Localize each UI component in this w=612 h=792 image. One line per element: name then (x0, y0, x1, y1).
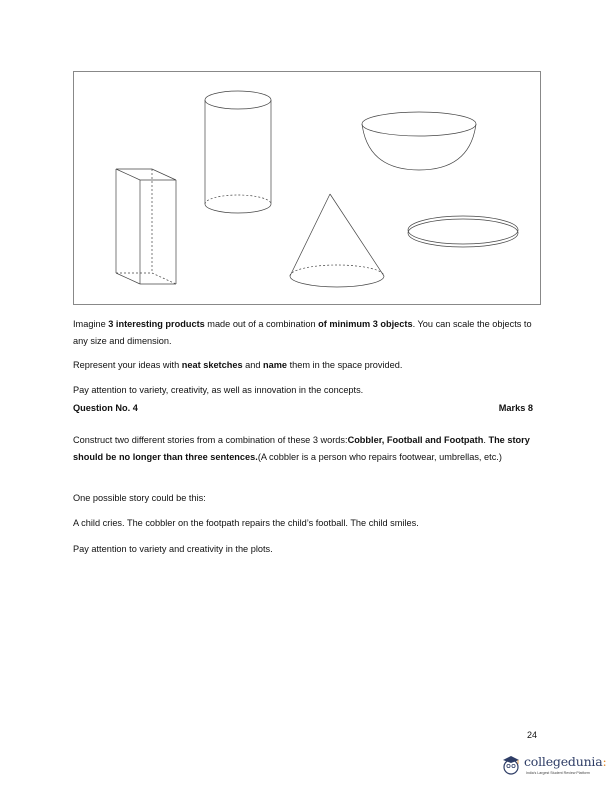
question-label: Question No. 4 (73, 403, 138, 413)
question-header (73, 403, 533, 413)
page-number: 24 (527, 730, 538, 740)
disc-shape (408, 216, 518, 247)
cuboid-shape (116, 169, 176, 284)
instruction-paragraph-1: Imagine 3 interesting products made out of a combination of minimum 3 objects. You can scale the objects to any size and dimension. (73, 319, 532, 346)
logo-wordmark: collegedunia: (524, 754, 607, 769)
hemisphere-shape (362, 112, 476, 170)
instruction-paragraph-3: Pay attention to variety, creativity, as well as innovation in the concepts. (73, 385, 364, 395)
story-intro: One possible story could be this: (73, 493, 206, 503)
marks-label: Marks 8 (498, 403, 533, 413)
instruction-paragraph-2: Represent your ideas with neat sketches and name them in the space provided. (73, 360, 403, 370)
logo-tagline: India's Largest Student Review Platform (526, 771, 590, 775)
shapes-figure (73, 71, 541, 305)
shapes-drawing (74, 72, 542, 306)
question-paragraph: Construct two different stories from a combination of these 3 words:Cobbler, Football and Footpath. The story should be no longer than three sentences.(A cobbler is a person who repairs footwear, umbrellas, etc.) (73, 435, 530, 462)
cylinder-shape (205, 91, 271, 213)
story-note: Pay attention to variety and creativity in the plots. (73, 544, 273, 554)
story-example: A child cries. The cobbler on the footpath repairs the child’s football. The child smiles. (73, 518, 419, 528)
cone-shape (290, 194, 384, 287)
